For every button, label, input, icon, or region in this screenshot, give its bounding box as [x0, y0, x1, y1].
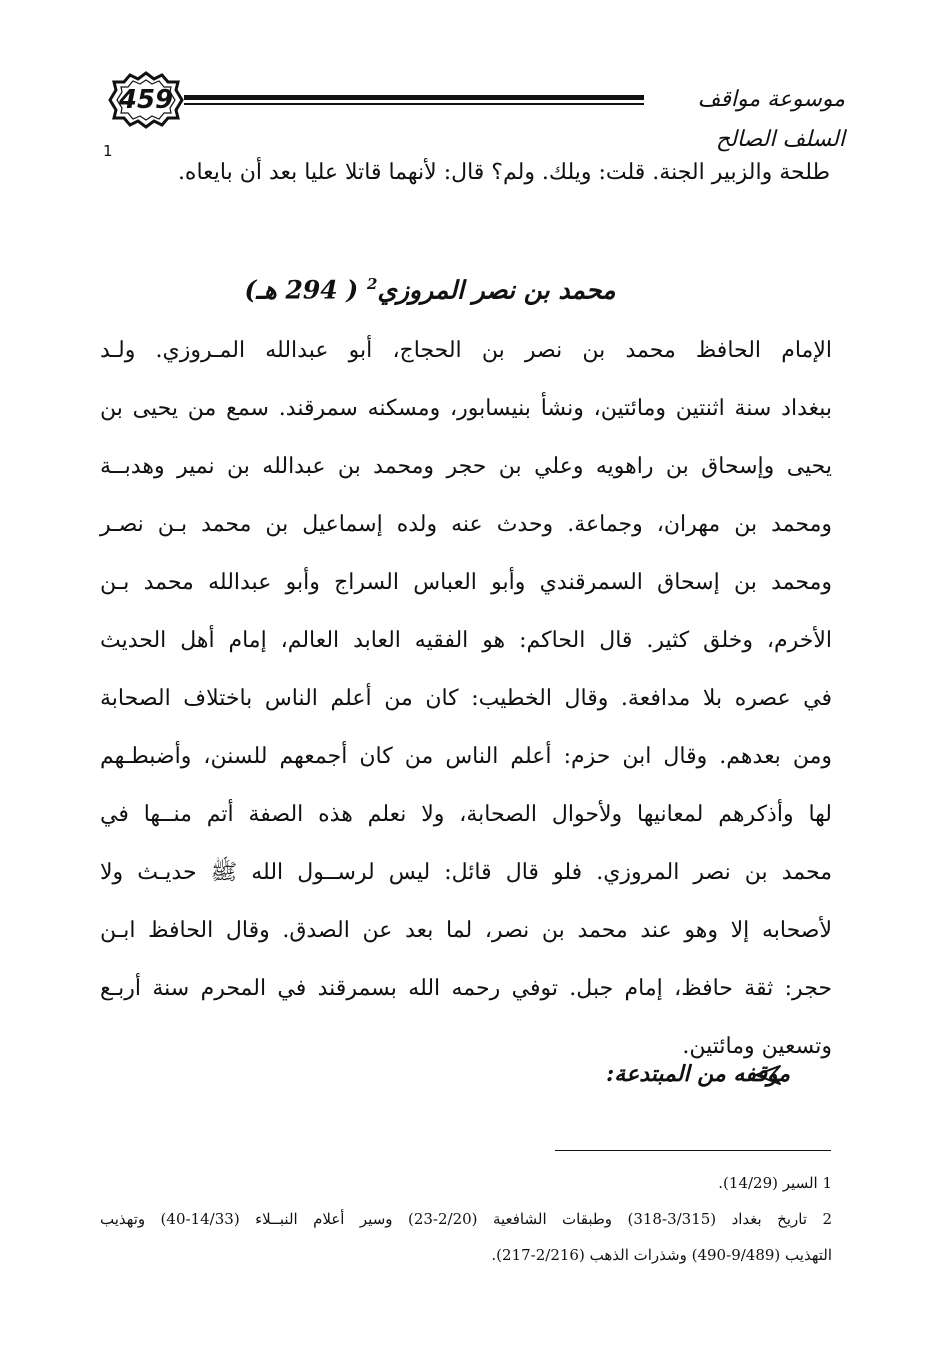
heading-year: ( 294 هـ) [244, 275, 359, 305]
footnote-reference-1: 1 [103, 142, 113, 160]
body-line: محمد بن نصر المروزي. فلو قال قائل: ليس لرســول الله ﷺ حديـث ولا [100, 860, 832, 885]
footnote: التهذيب (9/489-490) وشذرات الذهب (2/216-217). [491, 1246, 832, 1264]
footnotes [100, 1165, 832, 1273]
carryover-line: طلحة والزبير الجنة. قلت: ويلك. ولم؟ قال: لأنهما قاتلا عليا بعد أن بايعاه. [177, 160, 830, 185]
body-line: الإمام الحافظ محمد بن نصر بن الحجاج، أبو عبدالله المـروزي. ولـد [100, 338, 832, 363]
page-header [100, 70, 845, 152]
body-line: لها وأذكرهم لمعانيها ولأحوال الصحابة، ولا نعلم هذه الصفة أتم منــها في [100, 802, 832, 827]
heading-note-mark: 2 [366, 275, 378, 293]
body-line: في عصره بلا مدافعة. وقال الخطيب: كان من أعلم الناس باختلاف الصحابة [100, 686, 832, 711]
heading-name: محمد بن نصر المروزي [377, 275, 616, 305]
body-line: ومحمد بن إسحاق السمرقندي وأبو العباس السراج وأبو عبدالله محمد بـن [100, 570, 832, 595]
page-number: 459 [118, 85, 174, 115]
body-line: ببغداد سنة اثنتين ومائتين، ونشأ بنيسابور، ومسكنه سمرقند. سمع من يحيى بن [100, 396, 832, 421]
body-line: ومحمد بن مهران، وجماعة. وحدث عنه ولده إسماعيل بن محمد بـن نصـر [100, 512, 832, 537]
body-text [100, 322, 832, 1076]
header-rule-thick [184, 95, 644, 100]
body-line: الأخرم، وخلق كثير. قال الحاكم: هو الفقيه العابد العالم، إمام أهل الحديث [100, 628, 832, 653]
body-line: وتسعين ومائتين. [682, 1034, 832, 1059]
body-line: حجر: ثقة حافظ، إمام جبل. توفي رحمه الله بسمرقند في المحرم سنة أربـع [100, 976, 832, 1001]
footnote: 2 تاريخ بغداد (3/315-318) وطبقات الشافعية (2/20-23) وسير أعلام النبــلاء (14/33-40) وتهذيب [100, 1210, 832, 1228]
footnote: 1 السير (14/29). [718, 1174, 832, 1192]
section-heading [120, 262, 740, 312]
body-line: يحيى وإسحاق بن راهويه وعلي بن حجر ومحمد بن عبدالله بن نمير وهدبــة [100, 454, 832, 479]
body-line: لأصحابه إلا وهو عند محمد بن نصر، لما بعد عن الصدق. وقال الحافظ ابـن [100, 918, 832, 943]
footnote-separator [555, 1150, 831, 1151]
header-rule-thin [184, 103, 644, 105]
book-title: موسوعة مواقف السلف الصالح [697, 87, 845, 152]
subheading: موقفه من المبتدعة: [606, 1061, 790, 1087]
body-line: ومن بعدهم. وقال ابن حزم: أعلم الناس من كان أجمعهم للسنن، وأضبطـهم [100, 744, 832, 769]
page-number-badge [100, 70, 192, 130]
